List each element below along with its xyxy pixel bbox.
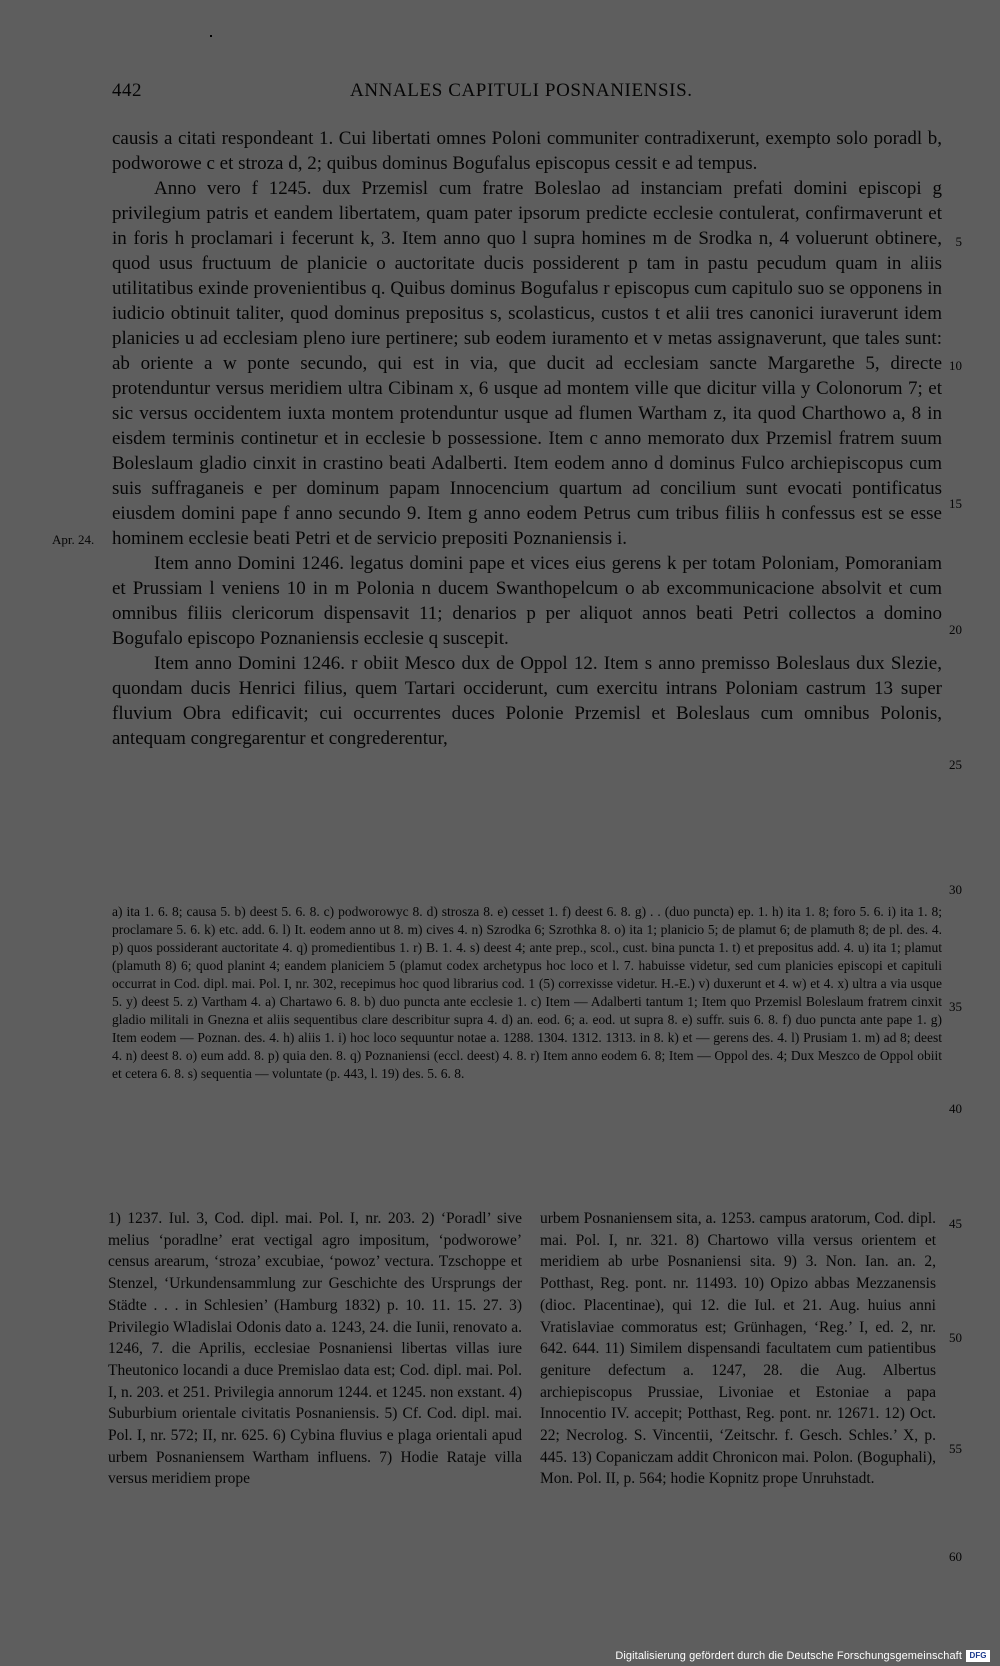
footnotes-left-text: 1) 1237. Iul. 3, Cod. dipl. mai. Pol. I, nr. 203. 2) ‘Poradl’ sive melius ‘poradlne’ erat vectigal agro impositum, ‘podworowe’ census arearum, ‘stroza’ excubiae, ‘powoz’ vectura. Tzschoppe et Stenzel, ‘Urkundensammlung zur Geschichte des Ursprungs der Städte . . . in Schlesien’ (Hamburg 1832) p. 10. 11. 15. 27. 3) Privilegio Wladislai Odonis dato a. 1243, 24. die Iunii, renovato a. 1246, 7. die Aprilis, ecclesiae Posnaniensi libertas villas iure Theutonico locandi a duce Premislao data est; Cod. dipl. mai. Pol. I, n. 203. et 251. Privilegia annorum 1244. et 1245. non exstant. 4) Suburbium orientale civitatis Posnaniensis. 5) Cf. Cod. dipl. mai. Pol. I, nr. 572; II, nr. 625. 6) Cybina fluvius e plaga orientali apud urbem Posnaniensem Wartham influens. 7) Hodie Rataje villa versus meridiem prope bbox=[108, 1210, 522, 1488]
paragraph-2: Anno vero f 1245. dux Przemisl cum fratre Boleslao ad instanciam prefati domini episcopi g privilegium patris et eandem libertatem, quam pater ipsorum predicte ecclesie contulerat, confirmaverunt et in foris h proclamari i fecerunt k, 3. Item anno quo l supra homines m de Srodka n, 4 voluerunt obtinere, quod usus fructuum de planicie o auctoritate ducis possiderent p tam in pastu pecudum quam in aliis utilitatibus exinde provenientibus q. Quibus dominus Bogufalus r episcopus cum capitulo suo se opponens in iudicio obtinuit taliter, quod dominus prepositus s, scolasticus, custos t et alii tres canonici iuraverunt idem planicies u ad ecclesiam pleno iure pertinere; sub eodem iuramento et v metas assignaverunt, que tales sunt: ab oriente a w ponte secundo, qui est in via, que ducit ad ecclesiam sancte Margarethe 5, directe protenduntur versus meridiem ultra Cibinam x, 6 usque ad montem ville que dicitur villa y Colonorum 7; et sic versus occidentem iuxta montem protenduntur usque ad flumen Wartham z, ita quod Charthowo a, 8 in eisdem terminis continetur et in ecclesie b possessione. Item c anno memorato dux Przemisl fratrem suum Boleslaum gladio cinxit in crastino beati Adalberti. Item eodem anno d dominus Fulco archiepiscopus cum suis suffraganeis e per dominum papam Innocencium quartum ad concilium sunt evocati pontificatus eiusdem domini pape f anno secundo 9. Item g anno eodem Petrus cum tribus filiis h confessus est se esse hominem ecclesie beati Petri et de servicio prepositi Poznaniensis i. bbox=[112, 178, 942, 549]
page-header bbox=[112, 80, 912, 110]
line-number: 10 bbox=[949, 358, 962, 373]
paragraph-3: Item anno Domini 1246. legatus domini pape et vices eius gerens k per totam Poloniam, Pomoraniam et Prussiam l veniens 10 in m Polonia n ducem Swanthopelcum o ab excommunicacione absolvit et cum omnibus filiis clericorum dispensavit 11; denarios p per aliquot annos beati Petri collectos a domino Bogufalo episcopo Poznaniensis ecclesie q suscepit. bbox=[112, 553, 942, 649]
line-number: 5 bbox=[955, 234, 962, 249]
line-number: 40 bbox=[949, 1101, 962, 1116]
margin-date: Apr. 24. bbox=[52, 532, 95, 547]
line-number: 15 bbox=[949, 496, 962, 511]
critical-apparatus bbox=[112, 903, 942, 1083]
line-number: 55 bbox=[949, 1441, 962, 1456]
line-number: 35 bbox=[949, 999, 962, 1014]
dfg-logo: DFG bbox=[966, 1650, 990, 1662]
main-text bbox=[112, 126, 942, 751]
paragraph-1: causis a citati respondeant 1. Cui libertati omnes Poloni communiter contradixerunt, exempto solo poradl b, podworowe c et stroza d, 2; quibus dominus Bogufalus episcopus cessit e ad tempus. bbox=[112, 128, 942, 174]
scan-speck bbox=[210, 35, 212, 37]
footnotes-left-column bbox=[108, 1208, 522, 1490]
footer-credit: Digitalisierung gefördert durch die Deutsche Forschungsgemeinschaft bbox=[615, 1650, 962, 1662]
line-number: 60 bbox=[949, 1549, 962, 1564]
paragraph-4: Item anno Domini 1246. r obiit Mesco dux de Oppol 12. Item s anno premisso Boleslaus dux Slezie, quondam ducis Henrici filius, quem Tartari occiderunt, cum exercitu intrans Poloniam castrum 13 super fluvium Obra edificavit; cui occurrentes duces Polonie Przemisl et Boleslaus cum omnibus Polonis, antequam congregarentur et congrederentur, bbox=[112, 653, 942, 749]
line-number: 30 bbox=[949, 882, 962, 897]
line-number: 20 bbox=[949, 622, 962, 637]
apparatus-text: a) ita 1. 6. 8; causa 5. b) deest 5. 6. 8. c) podworowyc 8. d) strosza 8. e) cesset 1. f) deest 6. 8. g) . . (duo puncta) ep. 1. h) ita 1. 8; foro 5. 6. i) ita 1. 8; proclamare 5. 6. k) etc. add. 6. l) It. eodem anno ut 8. m) cives 4. n) Szrodka 6; Szrothka 8. o) ita 1; planicio 5; de plamut 6; de plamuth 8; de pl. des. 4. p) quos possiderant auctoritate 4. q) promedientibus 1. r) B. 1. 4. s) deest 4; ante prep., scol., cust. bina puncta 1. t) et prepositus add. 4. u) ita 1; plamut (plamuth 8) 6; quod planint 4; eandem planiciem 5 (plamut codex archetypus hoc loco et l. 7. habuisse videtur, sed cum planicies episcopi et capituli occurrat in Cod. dipl. mai. Pol. I, nr. 302, recepimus hoc quod librarius cod. 1 (5) correxisse videtur. H.-E.) v) duxerunt et 4. w) et 4. x) ultra a via usque 5. y) deest 5. z) Vartham 4. a) Chartawo 6. 8. b) duo puncta ante ecclesie 1. c) Item — Adalberti tantum 1; Item quo Przemisl Boleslaum fratrem cinxit gladio militali in Gnezna et aliis sequentibus clare describitur supra 4. d) an. eod. 6; a. eod. ut supra 8. e) suffr. suis 6. 8. f) duo puncta ante pape 1. g) Item eodem — Poznan. des. 4. h) aliis 1. i) hoc loco sequuntur notae a. 1288. 1304. 1312. 1313. in 8. k) et — gerens des. 4. l) Prusiam 1. m) ad 8; deest 4. n) deest 8. o) eum add. 8. p) quia den. 8. q) Poznaniensi (eccl. deest) 4. 8. r) Item anno eodem 6. 8; Item — Oppol des. 4; Dux Meszco de Oppol obiit et cetera 6. 8. s) sequentia — voluntate (p. 443, l. 19) des. 5. 6. 8. bbox=[112, 904, 942, 1081]
footnotes-right-column bbox=[540, 1208, 936, 1490]
footnotes-right-text: urbem Posnaniensem sita, a. 1253. campus aratorum, Cod. dipl. mai. Pol. I, nr. 321. 8) Chartowo villa versus orientem et meridiem ab urbe Posnaniensi sita. 9) 3. Non. Ian. an. 2, Potthast, Reg. pont. nr. 11493. 10) Opizo abbas Mezzanensis (dioc. Placentinae), qui 12. die Iul. et 21. Aug. huius anni Vratislaviae commoratus est; Grünhagen, ‘Reg.’ I, ed. 2, nr. 642. 644. 11) Similem dispensandi facultatem cum patientibus geniture defectum a. 1247, 28. die Aug. Albertus archiepiscopus Prussiae, Livoniae et Estoniae a papa Innocentio IV. accepit; Potthast, Reg. pont. nr. 12671. 12) Oct. 22; Necrolog. S. Vincentii, ‘Zeitschr. f. Gesch. Schles.’ X, p. 445. 13) Copaniczam addit Chronicon mai. Polon. (Boguphali), Mon. Pol. II, p. 564; hodie Kopnitz prope Unruhstadt. bbox=[540, 1210, 936, 1488]
line-number: 50 bbox=[949, 1330, 962, 1345]
line-number: 25 bbox=[949, 757, 962, 772]
line-number: 45 bbox=[949, 1216, 962, 1231]
running-title: ANNALES CAPITULI POSNANIENSIS. bbox=[350, 80, 693, 101]
page-number: 442 bbox=[112, 80, 142, 101]
